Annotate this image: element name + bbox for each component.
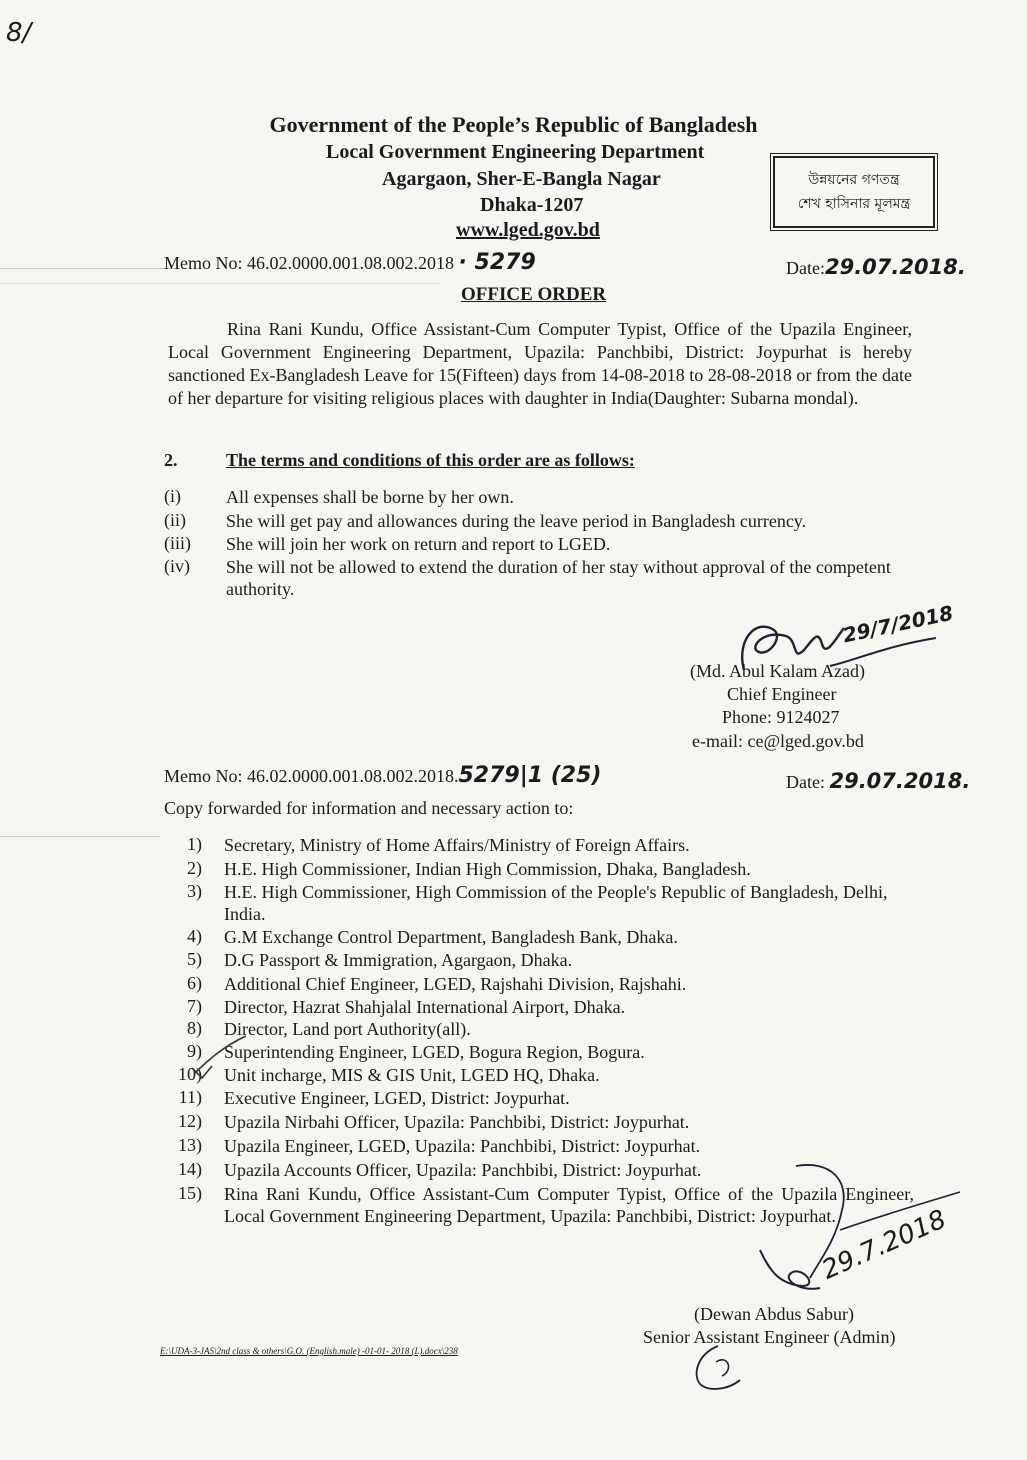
header-department: Local Government Engineering Department — [326, 141, 705, 163]
recipient-item: Director, Hazrat Shahjalal International Airport, Dhaka. — [224, 997, 626, 1017]
date-handwritten: 29.07.2018. — [829, 769, 971, 793]
recipient-item: Executive Engineer, LGED, District: Joypurhat. — [224, 1088, 570, 1108]
recipient-number: 3) — [187, 881, 202, 901]
term-item: She will get pay and allowances during the leave period in Bangladesh currency. — [226, 511, 807, 531]
file-path: E:\UDA-3-JAS\2nd class & others\G.O. (English.male) -01-01- 2018 (L).docx\238 — [160, 1346, 458, 1356]
recipient-number: 8) — [187, 1018, 202, 1038]
recipient-number: 4) — [187, 926, 202, 946]
recipient-number: 13) — [178, 1135, 202, 1155]
recipient-number: 14) — [178, 1159, 202, 1179]
recipient-number: 5) — [187, 949, 202, 969]
header-website[interactable]: www.lged.gov.bd — [456, 219, 600, 241]
recipient-item: Superintending Engineer, LGED, Bogura Region, Bogura. — [224, 1042, 645, 1062]
terms-title: The terms and conditions of this order are as follows: — [226, 450, 635, 470]
signatory1-phone: Phone: 9124027 — [722, 707, 840, 727]
signatory1-email[interactable]: e-mail: ce@lged.gov.bd — [692, 731, 864, 751]
term-item: She will not be allowed to extend the duration of her stay without approval of the competent authority. — [226, 557, 891, 599]
term-number: (i) — [164, 486, 181, 506]
motto-line-1: উন্নয়নের গণতন্ত্র — [808, 172, 900, 188]
recipient-item: Secretary, Ministry of Home Affairs/Ministry of Foreign Affairs. — [224, 835, 690, 855]
recipient-item: Additional Chief Engineer, LGED, Rajshahi Division, Rajshahi. — [224, 974, 687, 994]
recipient-item: Director, Land port Authority(all). — [224, 1019, 471, 1039]
scan-line — [0, 268, 180, 269]
recipient-number: 1) — [187, 834, 202, 854]
motto-box — [773, 156, 935, 228]
recipient-number: 2) — [187, 858, 202, 878]
recipient-item: Upazila Nirbahi Officer, Upazila: Panchbibi, District: Joypurhat. — [224, 1112, 690, 1132]
recipient-item: H.E. High Commissioner, Indian High Commission, Dhaka, Bangladesh. — [224, 859, 751, 879]
recipient-item: Rina Rani Kundu, Office Assistant-Cum Computer Typist, Office of the Upazila Engineer, Local Government Engineering Department, Upazila: Panchbibi, District: Joypurhat. — [224, 1184, 914, 1226]
recipient-number: 12) — [178, 1111, 202, 1131]
signatory1-designation: Chief Engineer — [727, 684, 837, 704]
header-address: Agargaon, Sher-E-Bangla Nagar — [382, 168, 661, 190]
memo-handwritten-number: · 5279 — [458, 250, 536, 275]
signatory2-name: (Dewan Abdus Sabur) — [694, 1304, 854, 1324]
date-handwritten: 29.07.2018. — [824, 255, 966, 279]
memo-number-1 — [164, 251, 536, 275]
term-number: (iii) — [164, 533, 191, 553]
memo-date-1 — [786, 256, 966, 280]
memo-handwritten-number: 5279|1 (25) — [458, 763, 602, 788]
recipient-item: D.G Passport & Immigration, Agargaon, Dhaka. — [224, 950, 573, 970]
signature-date-1: 29/7/2018 — [840, 600, 956, 648]
recipient-number: 7) — [187, 996, 202, 1016]
tick-marks — [190, 1030, 250, 1085]
date-label: Date: — [786, 772, 825, 792]
term-item: All expenses shall be borne by her own. — [226, 487, 514, 507]
signatory2-designation: Senior Assistant Engineer (Admin) — [643, 1327, 896, 1347]
order-body: Rina Rani Kundu, Office Assistant-Cum Computer Typist, Office of the Upazila Engineer, Local Government Engineering Department, Upazila: Panchbibi, District: Joypurhat is hereby sanctioned Ex-Bangladesh Leave for 15(Fifteen) days from 14-08-2018 to 28-08-2018 or from the date of her departure for visiting religious places with daughter in India(Daughter: Subarna mondal). — [168, 319, 912, 408]
recipient-number: 11) — [178, 1087, 202, 1107]
terms-number: 2. — [164, 450, 178, 470]
recipient-number: 10) — [178, 1064, 202, 1084]
header-city: Dhaka-1207 — [480, 194, 584, 216]
recipient-number: 9) — [187, 1041, 202, 1061]
recipient-number: 15) — [178, 1183, 202, 1203]
recipient-item: Upazila Engineer, LGED, Upazila: Panchbibi, District: Joypurhat. — [224, 1136, 701, 1156]
date-label: Date: — [786, 258, 825, 278]
signatory1-name: (Md. Abul Kalam Azad) — [690, 661, 865, 681]
memo-label: Memo No: 46.02.0000.001.08.002.2018 — [164, 253, 454, 273]
term-number: (iv) — [164, 556, 190, 576]
initial-mark — [688, 1340, 748, 1395]
recipient-item: Unit incharge, MIS & GIS Unit, LGED HQ, Dhaka. — [224, 1065, 600, 1085]
header-government: Government of the People’s Republic of Bangladesh — [269, 112, 758, 137]
order-title: OFFICE ORDER — [461, 284, 607, 305]
recipient-item: H.E. High Commissioner, High Commission of the People's Republic of Bangladesh, Delhi, India. — [224, 882, 888, 924]
signature-date-2: 29.7.2018 — [817, 1204, 951, 1286]
recipient-item: Upazila Accounts Officer, Upazila: Panchbibi, District: Joypurhat. — [224, 1160, 702, 1180]
memo-date-2 — [786, 770, 970, 794]
copy-forward-label: Copy forwarded for information and necessary action to: — [164, 798, 574, 818]
scan-line — [0, 836, 160, 837]
motto-line-2: শেখ হাসিনার মূলমন্ত্র — [797, 196, 911, 212]
recipient-number: 6) — [187, 973, 202, 993]
corner-mark: 8/ — [6, 18, 32, 48]
term-item: She will join her work on return and report to LGED. — [226, 534, 611, 554]
memo-label: Memo No: 46.02.0000.001.08.002.2018. — [164, 766, 459, 786]
scan-line — [0, 283, 440, 284]
recipient-item: G.M Exchange Control Department, Bangladesh Bank, Dhaka. — [224, 927, 678, 947]
memo-number-2 — [164, 764, 601, 788]
term-number: (ii) — [164, 510, 186, 530]
